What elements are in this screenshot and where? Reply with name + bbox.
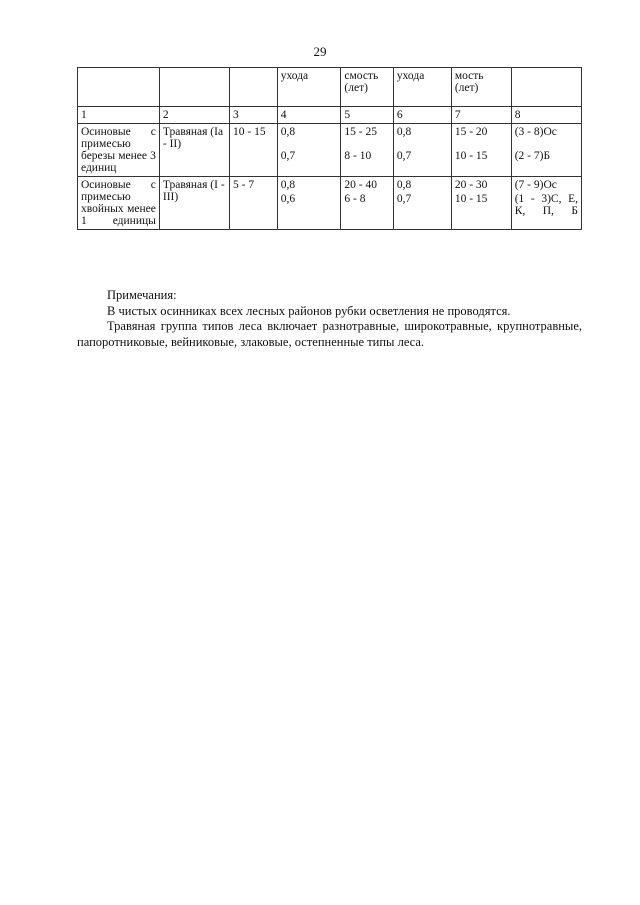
note-2: Травяная группа типов леса включает разнотравные, широкотравные, крупнотравные, папоротниковые, вейниковые, злаковые, остепненные типы леса. <box>77 319 582 349</box>
value-secondary: 10 - 15 <box>454 193 488 205</box>
note-1: В чистых осинниках всех лесных районов рубки осветления не проводятся. <box>107 303 511 318</box>
notes-title: Примечания: <box>107 288 177 302</box>
value-primary: 20 - 30 <box>454 179 488 191</box>
value-cell <box>451 124 511 177</box>
header-cell-5: смость (лет) <box>341 68 393 107</box>
table-header-row <box>78 68 582 107</box>
value-cell <box>451 177 511 230</box>
header-cell-2 <box>159 68 229 107</box>
stand-composition-cell <box>78 177 160 230</box>
header-cell-7: мость (лет) <box>451 68 511 107</box>
forest-type-group-cell: Травяная (I - III) <box>159 177 229 230</box>
value-cell <box>341 124 393 177</box>
value-secondary: 6 - 8 <box>344 193 366 205</box>
stand-composition: Осиновые с примесью хвойных менее 1 единицы <box>81 179 156 227</box>
value-primary: 15 - 25 <box>344 126 377 138</box>
forest-type-group-cell: Травяная (Ia - II) <box>159 124 229 177</box>
header-cell-8 <box>511 68 581 107</box>
value-primary: 20 - 40 <box>344 179 377 191</box>
header-cell-4: ухода <box>277 68 341 107</box>
value-primary: 15 - 20 <box>454 126 488 138</box>
value-cell <box>277 124 341 177</box>
age-cell: 5 - 7 <box>230 177 278 230</box>
column-number-row <box>78 107 582 124</box>
column-number: 7 <box>451 107 511 124</box>
value-cell <box>393 177 451 230</box>
header-cell-3 <box>230 68 278 107</box>
stand-composition: Осиновые с примесью березы менее 3 единиц <box>81 126 156 174</box>
value-secondary: 8 - 10 <box>344 150 372 162</box>
value-secondary: 0,7 <box>280 150 296 162</box>
composition-secondary: (1 - 3)С, Е, К, П, Б <box>514 193 578 217</box>
value-secondary: 10 - 15 <box>454 150 488 162</box>
value-primary: 0,8 <box>396 179 412 191</box>
stand-composition-cell <box>78 124 160 177</box>
composition-primary: (7 - 9)Ос <box>514 179 557 191</box>
header-cell-6: ухода <box>393 68 451 107</box>
column-number: 4 <box>277 107 341 124</box>
value-secondary: 0,7 <box>396 150 412 162</box>
column-number: 2 <box>159 107 229 124</box>
value-secondary: 0,6 <box>280 193 296 205</box>
value-cell <box>277 177 341 230</box>
notes-section <box>77 288 582 350</box>
header-cell-1 <box>78 68 160 107</box>
table-row <box>78 124 582 177</box>
forest-care-table <box>77 67 582 230</box>
value-primary: 0,8 <box>280 179 296 191</box>
value-cell <box>341 177 393 230</box>
page-number: 29 <box>313 44 327 59</box>
composition-cell <box>511 124 581 177</box>
column-number: 8 <box>511 107 581 124</box>
value-primary: 0,8 <box>396 126 412 138</box>
value-primary: 0,8 <box>280 126 296 138</box>
column-number: 1 <box>78 107 160 124</box>
column-number: 5 <box>341 107 393 124</box>
age-cell: 10 - 15 <box>230 124 278 177</box>
composition-cell <box>511 177 581 230</box>
value-secondary: 0,7 <box>396 193 412 205</box>
column-number: 3 <box>230 107 278 124</box>
composition-primary: (3 - 8)Ос <box>514 126 557 138</box>
table-row <box>78 177 582 230</box>
composition-secondary: (2 - 7)Б <box>514 150 551 162</box>
column-number: 6 <box>393 107 451 124</box>
value-cell <box>393 124 451 177</box>
